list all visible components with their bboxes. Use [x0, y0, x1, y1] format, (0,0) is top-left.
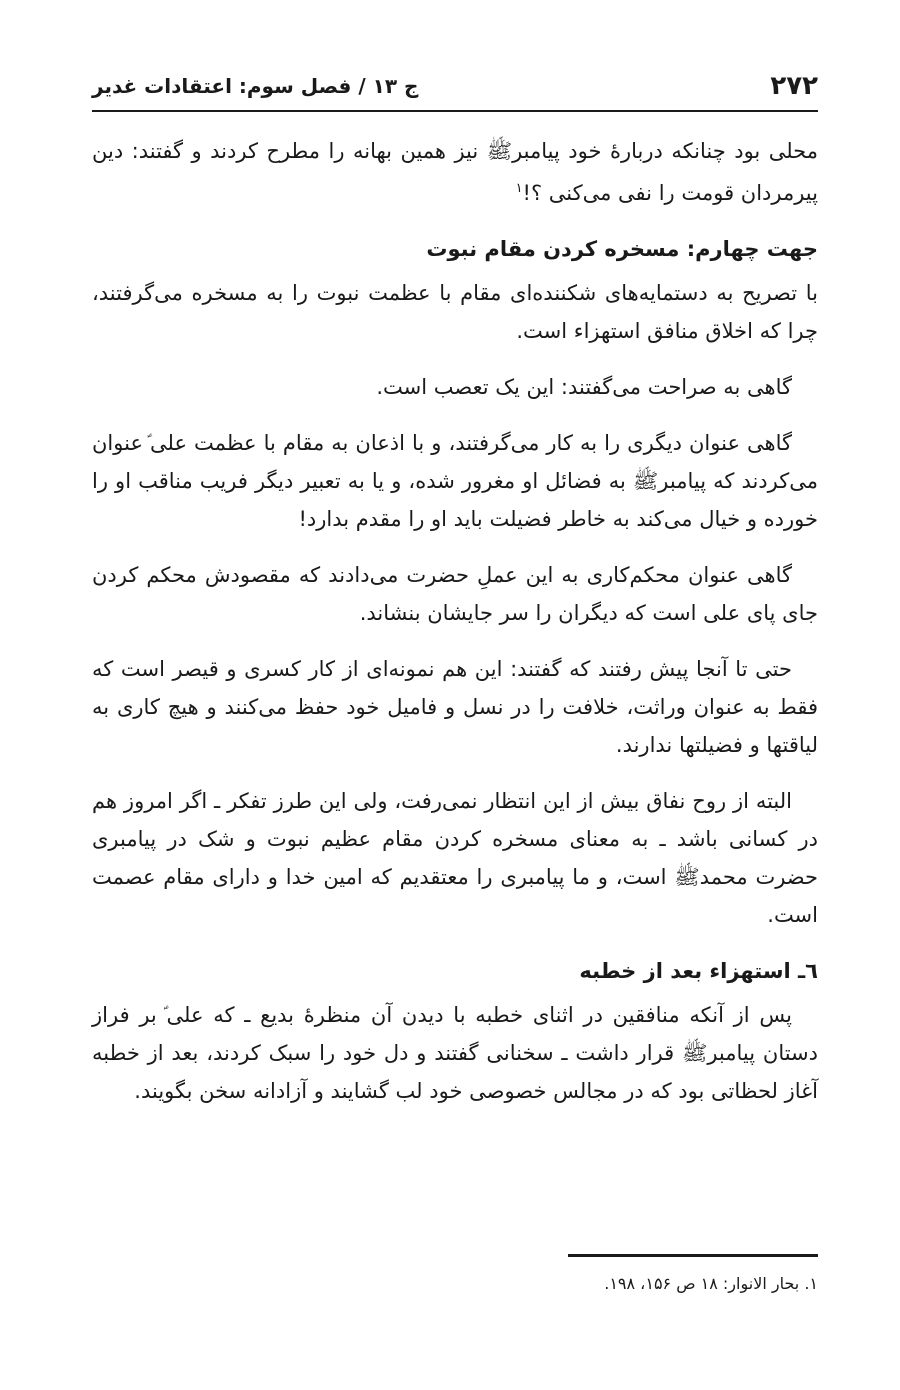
section-heading-mockery-after-sermon: ٦ـ استهزاء بعد از خطبه [579, 959, 818, 983]
paragraph-1-text: محلی بود چنانکه دربارهٔ خود پیامبرﷺ نیز همین بهانه را مطرح کردند و گفتند: دین پیرمردان قومت را نفی می‌کنی ؟! [92, 139, 818, 205]
page-header [92, 62, 818, 112]
section-heading-mocking-prophethood: جهت چهارم: مسخره کردن مقام نبوت [426, 237, 818, 261]
paragraph-4: گاهی عنوان دیگری را به کار می‌گرفتند، و با اذعان به مقام با عظمت علی‌ؑ عنوان می‌کردند که پیامبرﷺ به فضائل او مغرور شده، و یا به تعبیر دیگر فریب مناقب او را خورده و خیال می‌کند به خاطر فضیلت باید او را مقدم بدارد! [92, 431, 818, 531]
paragraph-3: گاهی به صراحت می‌گفتند: این یک تعصب است. [376, 375, 792, 399]
footnote: ۱. بحار الانوار: ۱۸ ص ۱۵۶، ۱۹۸. [604, 1274, 818, 1293]
paragraph-6: حتی تا آنجا پیش رفتند که گفتند: این هم نمونه‌ای از کار کسری و قیصر است که فقط به عنوان وراثت، خلافت را در نسل و فامیل خود حفظ می‌کنند و هیچ کاری به لیاقتها و فضیلتها ندارند. [92, 657, 818, 757]
footnote-divider [568, 1254, 818, 1257]
page-body [92, 132, 818, 1128]
paragraph-2: با تصریح به دستمایه‌های شکننده‌ای مقام با عظمت نبوت را به مسخره می‌گرفتند، چرا که اخلاق منافق استهزاء است. [92, 281, 818, 343]
running-title: ج ۱۳ / فصل سوم: اعتقادات غدیر [92, 74, 419, 98]
paragraph-7: البته از روح نفاق بیش از این انتظار نمی‌رفت، ولی این طرز تفکر ـ اگر امروز هم در کسانی باشد ـ به معنای مسخره کردن مقام عظیم نبوت و شک در پیامبری حضرت محمدﷺ است، و ما پیامبری را معتقدیم که امین خدا و دارای مقام عصمت است. [92, 789, 818, 927]
paragraph-8: پس از آنکه منافقین در اثنای خطبه با دیدن آن منظرهٔ بدیع ـ که علی‌ؑ بر فراز دستان پیامبرﷺ قرار داشت ـ سخنانی گفتند و دل خود را سبک کردند، بعد از خطبه آغاز لحظاتی بود که در مجالس خصوصی خود لب گشایند و آزادانه سخن بگویند. [92, 1003, 818, 1103]
page-number: ۲۷۲ [770, 71, 818, 101]
footnote-ref[interactable]: ۱ [515, 181, 523, 196]
paragraph-1 [92, 132, 818, 212]
paragraph-5: گاهی عنوان محکم‌کاری به این عملِ حضرت می‌دادند که مقصودش محکم کردن جای پای علی است که دیگران را سر جایشان بنشاند. [92, 563, 818, 625]
